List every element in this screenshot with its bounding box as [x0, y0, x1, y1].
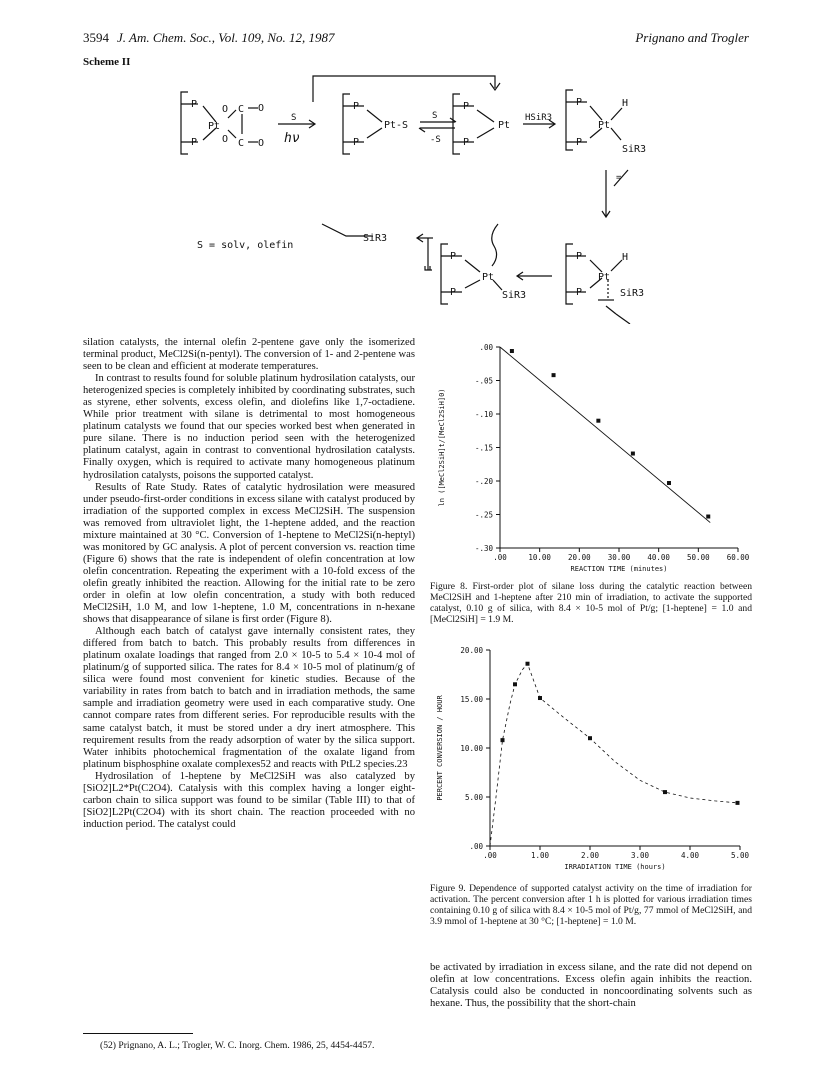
paragraph-4: Although each batch of catalyst gave internally consistent rates, they differed from batch to batch. This probably results from differences in platinum oxalate loadings that ranged from 2.0 × 10-5 to 5.4 × 10-4 mol of platinum/g of supported silica. The rates for 8.4 × 10-5 mol of platinum/g of silica were found most convenient for kinetic studies. Because of the variability in rates from batch to batch and in irradiation methods, the same sample and irradiation geometry were used in each comparative study. One cannot compare rates from different series. For reproducible results with the same catalyst batch, it must be stored under a dry inert atmosphere. This requirement results from the ready adsorption of water by the silica support. Water inhibits photochemical fragmentation of the oxalate ligand from platinum bisphosphine oxalate complexes52 and reacts with PtL2 species.23 [83, 626, 415, 770]
scheme-pt-6: Pt [482, 272, 495, 283]
paragraph-3: Results of Rate Study. Rates of catalytic hydrosilation were measured under pseudo-first-order conditions in excess silane with catalyst produced by irradiation of the supported complex in excess MeCl2SiH. The suspension was removed from ultraviolet light, the 1-heptene added, and the reaction mixture maintained at 30 °C. Conversion of 1-heptene to MeCl2Si(n-heptyl) was monitored by GC analysis. A plot of percent conversion vs. reaction time (Figure 6) shows that the rate is independent of olefin concentration at low olefin concentration. Repeating the experiment with a 10-fold excess of the olefin greatly inhibited the reaction. Allowing for the initial rate to be zero order in olefin at low olefin concentration, a study with both reduced MeCl2SiH, 1.0 M, and low 1-heptene, 1.0 M, concentrations in n-hexane shows that disappearance of silane is first order (Figure 8). [83, 481, 415, 626]
running-authors [635, 30, 749, 46]
y-axis-label: ln ([MeCl2SiH]t/[MeCl2SiH]0) [438, 388, 446, 507]
y-axis-label: PERCENT CONVERSION / HOUR [436, 695, 444, 801]
scheme-sir3-2: SiR3 [620, 288, 645, 299]
data-point [631, 452, 635, 456]
y-tick-label: -.15 [474, 443, 493, 453]
scheme-s-above-arrow: S [291, 113, 297, 123]
y-tick-label: 20.00 [460, 646, 483, 655]
x-tick-label: 4.00 [680, 851, 700, 860]
x-tick-label: 30.00 [607, 553, 631, 562]
footnote-rule [83, 1033, 193, 1034]
paragraph-5: Hydrosilation of 1-heptene by MeCl2SiH was also catalyzed by [SiO2]L2*Pt(C2O4). Catalysis with this complex having a longer eight-carbon chain to silica support was found to be similar (Table III) to that of [SiO2]L2Pt(C2O4) with its short chain. The reaction proceeded with no induction period. The catalyst could [83, 770, 415, 830]
scheme-p-12: P [450, 287, 457, 298]
scheme-sir3-1: SiR3 [622, 144, 647, 155]
data-point [663, 790, 667, 794]
journal-citation [117, 30, 335, 46]
scheme-pt-5: Pt [598, 272, 611, 283]
scheme-s-equilibrium: S [432, 111, 438, 121]
y-tick-label: -.20 [474, 477, 493, 486]
y-tick-label: -.10 [474, 410, 493, 419]
x-tick-label: 20.00 [568, 553, 591, 562]
page-number: 3594 [83, 30, 109, 45]
scheme-pt-4: Pt [598, 120, 611, 131]
trend-curve [490, 664, 738, 846]
data-point [706, 515, 710, 519]
data-point [513, 682, 517, 686]
x-tick-label: .00 [493, 553, 507, 562]
data-point [588, 736, 592, 740]
scheme-p-8: P [576, 137, 583, 148]
body-text-left [83, 337, 415, 831]
reaction-scheme [150, 66, 730, 324]
x-tick-label: 50.00 [687, 553, 710, 562]
x-tick-label: 10.00 [528, 553, 551, 562]
body-text-right [430, 962, 752, 1010]
scheme-minus-s: -S [430, 135, 441, 145]
paragraph-right-1: be activated by irradiation in excess silane, and the rate did not depend on olefin at low concentrations. Excess olefin again inhibits the reaction. Catalysis could also be conducted in noncoordinating solvents such as hexane. Thus, the possibility that the short-chain [430, 962, 752, 1010]
figure-8-chart [430, 335, 760, 580]
fit-line [500, 347, 710, 523]
scheme-c-2: C [238, 138, 245, 149]
data-point [501, 738, 505, 742]
y-tick-label: .00 [469, 842, 483, 851]
scheme-eq: = [616, 173, 622, 183]
footnote: (52) Prignano, A. L.; Trogler, W. C. Inorg. Chem. 1986, 25, 4454-4457. [100, 1040, 375, 1051]
x-axis-label: REACTION TIME (minutes) [570, 565, 668, 573]
data-point [526, 662, 530, 666]
authors: Prignano and Trogler [635, 30, 749, 45]
figure-8-caption: Figure 8. First-order plot of silane loss during the catalytic reaction between MeCl2SiH and 1-heptene after 210 min of irradiation, to activate the supported catalyst, 0.10 g of silica, with 8.4 × 10-5 mol of Pt/g; [1-heptene] = 1.0 and [MeCl2SiH] = 1.9 M. [430, 581, 752, 625]
scheme-o-2: O [222, 134, 229, 145]
scheme-p-2: P [191, 137, 198, 148]
journal-name: J. Am. Chem. Soc., Vol. 109, No. 12, 1987 [117, 30, 335, 45]
x-tick-label: 60.00 [726, 553, 750, 562]
scheme-label: Scheme II [83, 56, 131, 68]
figure-9-chart [430, 640, 760, 880]
data-point [510, 349, 514, 353]
x-axis-label: IRRADIATION TIME (hours) [564, 863, 666, 871]
scheme-o-4: O [258, 138, 265, 149]
scheme-pt-s: Pt-S [384, 120, 409, 131]
y-tick-label: -.30 [474, 544, 493, 553]
y-tick-label: -.25 [474, 510, 493, 520]
y-tick-label: -.05 [474, 376, 493, 386]
scheme-hv: hν [284, 131, 300, 146]
scheme-sir3-product: SiR3 [363, 233, 388, 244]
scheme-o-3: O [258, 103, 265, 114]
scheme-pt-3: Pt [498, 120, 511, 131]
scheme-sir3-3: SiR3 [502, 290, 527, 301]
scheme-p-6: P [463, 137, 470, 148]
scheme-hsir3: HSiR3 [525, 113, 553, 123]
scheme-p-5: P [463, 101, 470, 112]
scheme-p-4: P [353, 137, 360, 148]
scheme-p-11: P [450, 251, 457, 262]
scheme-c-1: C [238, 104, 245, 115]
scheme-o-1: O [222, 104, 229, 115]
x-tick-label: 2.00 [580, 851, 600, 860]
data-point [667, 481, 671, 485]
data-point [538, 696, 542, 700]
scheme-h-1: H [622, 98, 629, 109]
x-tick-label: 1.00 [530, 851, 550, 860]
y-tick-label: 10.00 [460, 744, 483, 753]
data-point [552, 373, 556, 377]
paragraph-1: silation catalysts, the internal olefin 2-pentene gave only the isomerized terminal product, MeCl2Si(n-pentyl). The conversion of 1- and 2-pentene was seen to be clean and efficient at moderate temperatures. [83, 337, 415, 373]
y-tick-label: 5.00 [464, 793, 483, 802]
scheme-legend: S = solv, olefin [197, 240, 294, 251]
x-tick-label: .00 [483, 851, 497, 860]
figure-9-caption: Figure 9. Dependence of supported catalyst activity on the time of irradiation for activation. The percent conversion after 1 h is plotted for various irradiation times containing 0.10 g of silica with 8.4 × 10-5 mol of Pt/g, 77 mmol of MeCl2SiH, and 3.9 mmol of 1-heptene at 30 °C; [1-heptene] = 1.0 M. [430, 883, 752, 927]
scheme-pt-1: Pt [208, 121, 221, 132]
scheme-p-1: P [191, 99, 198, 110]
y-tick-label: 15.00 [460, 695, 483, 704]
scheme-p-7: P [576, 97, 583, 108]
y-tick-label: .00 [479, 343, 493, 352]
paragraph-2: In contrast to results found for soluble platinum hydrosilation catalysts, our heterogenized species is completely inhibited by coordinating substrates, such as styrene, ether solvents, excess olefin, and diolefins like 1,7-octadiene. While prior treatment with silane is detrimental to most homogeneous platinum catalysts we found that our species worked best when generated in pure silane. There is no induction period seen with the heterogenized platinum catalyst, again in contrast to conventional hydrosilation catalysts. Finally oxygen, which is required to activate many homogeneous platinum hydrosilation catalysts, poisons the supported catalyst. [83, 373, 415, 481]
x-tick-label: 40.00 [647, 553, 670, 562]
scheme-p-3: P [353, 101, 360, 112]
scheme-p-9: P [576, 251, 583, 262]
scheme-h-2: H [622, 252, 629, 263]
x-tick-label: 5.00 [730, 851, 750, 860]
data-point [596, 419, 600, 423]
x-tick-label: 3.00 [630, 851, 650, 860]
data-point [736, 801, 740, 805]
scheme-p-10: P [576, 287, 583, 298]
